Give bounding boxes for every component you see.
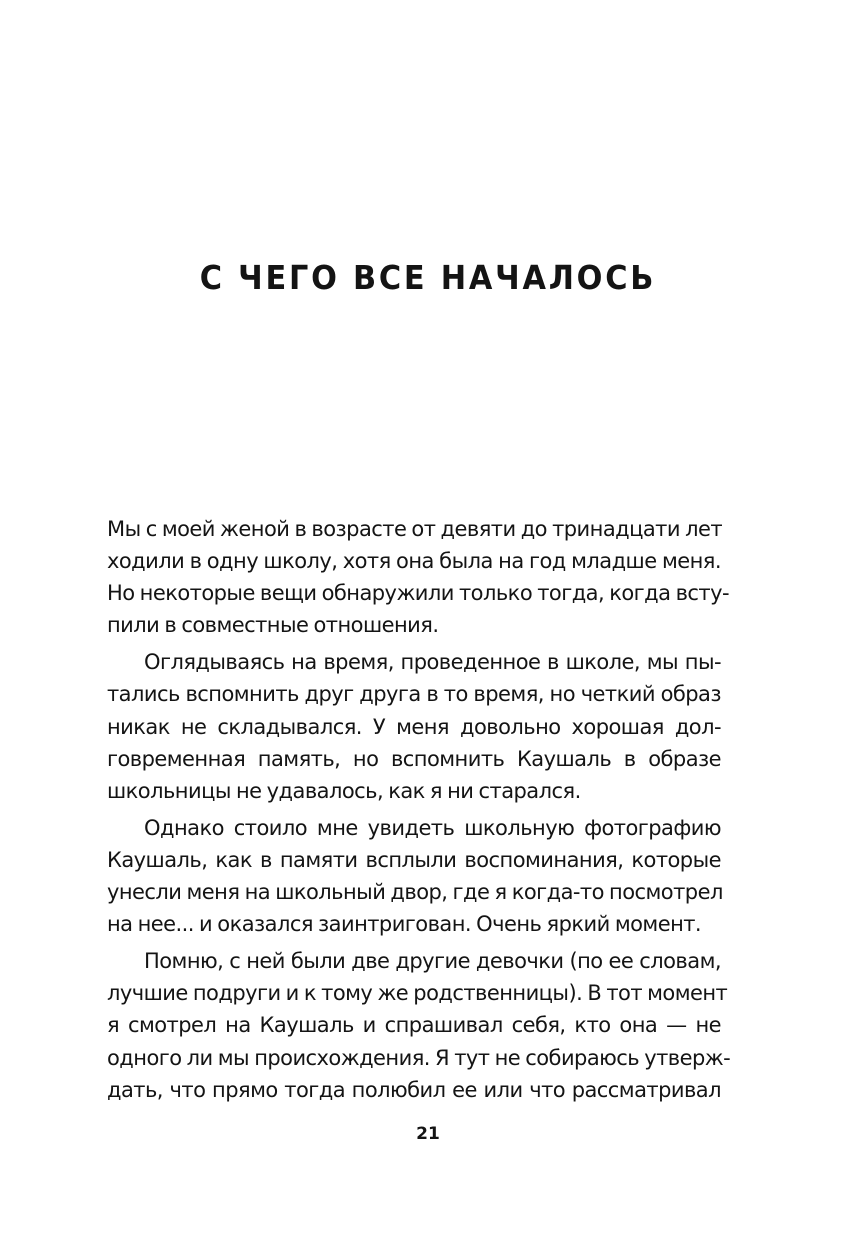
text-line: никак не складывался. У меня довольно хорошая дол- xyxy=(107,714,721,739)
text-line: одного ли мы происхождения. Я тут не собираюсь утверж- xyxy=(107,1045,731,1070)
paragraph-1 xyxy=(107,513,729,641)
page-number: 21 xyxy=(416,1124,440,1144)
text-line: я смотрел на Каушаль и спрашивал себя, кто она — не xyxy=(107,1013,721,1038)
chapter-title: С ЧЕГО ВСЕ НАЧАЛОСЬ xyxy=(199,258,657,297)
text-line: дать, что прямо тогда полюбил ее или что рассматривал xyxy=(107,1077,721,1102)
text-line: тались вспомнить друг друга в то время, но четкий образ xyxy=(107,682,721,707)
text-line: унесли меня на школьный двор, где я когда-то посмотрел xyxy=(107,880,723,905)
body-text xyxy=(107,513,731,1106)
text-line: лучшие подруги и к тому же родственницы). В тот момент xyxy=(107,981,728,1006)
text-line: Оглядываясь на время, проведенное в школе, мы пы- xyxy=(144,650,721,675)
text-line: говременная память, но вспомнить Каушаль в образе xyxy=(107,746,721,771)
text-line: на нее... и оказался заинтригован. Очень яркий момент. xyxy=(107,912,702,937)
text-line: Однако стоило мне увидеть школьную фотографию xyxy=(144,815,721,840)
text-line: школьницы не удавалось, как я ни старался. xyxy=(107,778,581,803)
text-line: Но некоторые вещи обнаружили только тогда, когда всту- xyxy=(107,581,729,606)
text-line: ходили в одну школу, хотя она была на год младше меня. xyxy=(107,549,721,574)
text-line: пили в совместные отношения. xyxy=(107,613,439,638)
text-line: Мы с моей женой в возрасте от девяти до тринадцати лет xyxy=(107,517,723,541)
paragraph-3 xyxy=(107,812,721,940)
text-line: Каушаль, как в памяти всплыли воспоминания, которые xyxy=(107,847,721,872)
paragraph-2 xyxy=(107,646,721,806)
text-line: Помню, с ней были две другие девочки (по ее словам, xyxy=(144,949,721,974)
paragraph-4 xyxy=(107,945,731,1105)
